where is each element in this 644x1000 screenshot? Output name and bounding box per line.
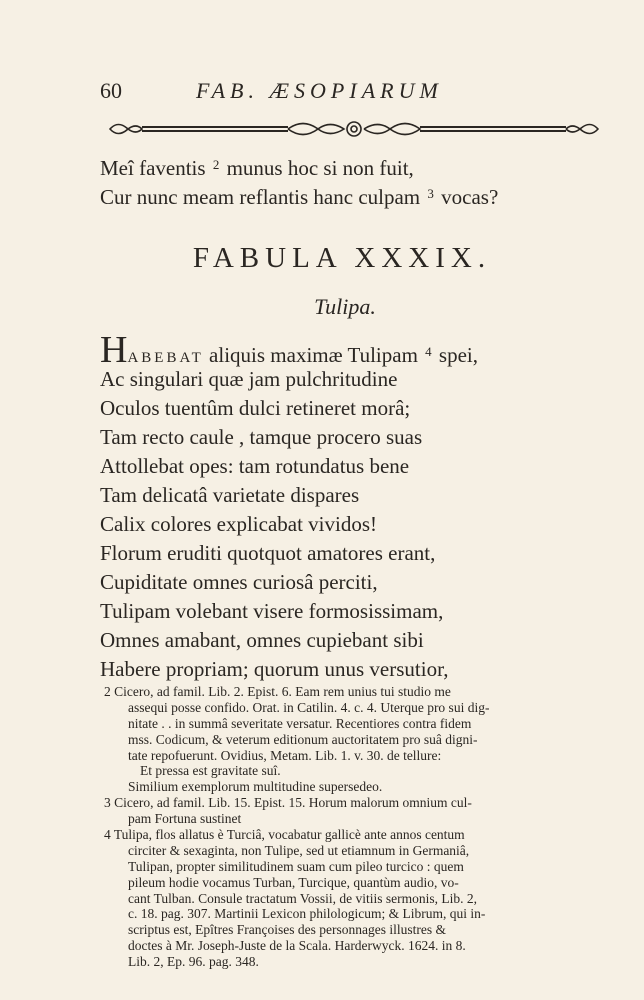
footnote-text: Cicero, ad famil. Lib. 2. Epist. 6. Eam rem unius tui studio me <box>114 684 451 699</box>
verse-line: Tam recto caule , tamque procero suas <box>100 425 423 449</box>
verse-text: vocas? <box>441 185 499 209</box>
footnote-label: 2 <box>104 684 111 699</box>
footnote-text: Tulipa, flos allatus è Turciâ, vocabatur gallicè ante annos centum <box>113 827 465 843</box>
verse-text: Cur nunc meam reflantis hanc culpam <box>100 185 421 209</box>
footnote-line <box>104 684 602 700</box>
footnote-line: cant Tulban. Consule tractatum Vossii, de vitiis sermonis, Lib. 2, <box>128 890 477 906</box>
footnote-line: c. 18. pag. 307. Martinii Lexicon philologicum; & Librum, qui in- <box>128 906 486 922</box>
fable-verse <box>100 329 478 684</box>
running-title: FAB. ÆSOPIARUM <box>196 78 443 103</box>
footnote-line: scriptus est, Epîtres Françoises des personnages illustres & <box>128 922 446 938</box>
verse-line <box>100 179 498 208</box>
footnote-line <box>104 827 602 843</box>
footnote-line: mss. Codicum, & veterum editionum auctoritatem pro suâ digni- <box>128 731 478 747</box>
verse-text: aliquis maximæ Tulipam <box>209 343 418 367</box>
footnote-line: tate repofuerunt. Ovidius, Metam. Lib. 1. v. 30. de tellure: <box>128 747 442 763</box>
footnote-line <box>104 795 602 811</box>
footnote-reference: 3 <box>427 186 434 201</box>
verse-line: Cupiditate omnes curiosâ perciti, <box>100 570 378 594</box>
footnote-line: Et pressa est gravitate suî. <box>140 763 281 779</box>
verse-line: Oculos tuentûm dulci retineret morâ; <box>100 396 411 420</box>
verse-line: Tulipam volebant visere formosissimam, <box>100 599 444 623</box>
footnote-line: Lib. 2, Ep. 96. pag. 348. <box>128 954 259 970</box>
footnote-line: doctes à Mr. Joseph-Juste de la Scala. Harderwyck. 1624. in 8. <box>128 938 466 954</box>
verse-text: Meî faventis <box>100 156 206 180</box>
running-head <box>100 78 512 108</box>
opening-verse <box>100 150 498 208</box>
footnote-line: Tulipan, propter similitudinem suam cum pileo turcico : quem <box>128 858 464 874</box>
verse-line: Florum eruditi quotquot amatores erant, <box>100 541 436 565</box>
footnote-text: Cicero, ad famil. Lib. 15. Epist. 15. Horum malorum omnium cul- <box>114 795 472 811</box>
drop-capital: H <box>100 329 128 371</box>
fable-heading: FABULA XXXIX. <box>192 242 492 274</box>
verse-line: Calix colores explicabat vividos! <box>100 512 378 536</box>
verse-line: Omnes amabant, omnes cupiebant sibi <box>100 628 424 652</box>
footnote-reference: 4 <box>425 344 432 359</box>
footnote-label: 4 <box>104 827 111 843</box>
verse-line <box>100 150 498 179</box>
verse-text: munus hoc si non fuit, <box>226 156 414 180</box>
footnote-label: 3 <box>104 795 111 811</box>
verse-text: spei, <box>438 343 478 367</box>
footnote-line: Similium exemplorum multitudine supersedeo. <box>128 779 383 795</box>
footnote-line: circiter & sexaginta, non Tulipe, sed ut etiamnum in Germaniâ, <box>128 842 470 858</box>
ornamental-rule-icon <box>108 116 600 142</box>
verse-line: Ac singulari quæ jam pulchritudine <box>100 367 398 391</box>
verse-line <box>100 329 478 371</box>
footnote-line: pam Fortuna sustinet <box>128 811 242 827</box>
footnote-line: nitate . . in summâ severitate versatur. Recentiores contra fidem <box>128 715 472 731</box>
footnote-line: pileum hodie vocamus Turban, Turcique, quantùm audio, vo- <box>128 874 459 890</box>
verse-line: Habere propriam; quorum unus versutior, <box>100 657 449 681</box>
footnotes <box>104 684 602 970</box>
footnote-line: assequi posse confido. Orat. in Catilin. 4. c. 4. Uterque pro sui dig- <box>128 699 490 715</box>
verse-line: Attollebat opes: tam rotundatus bene <box>100 454 410 478</box>
small-caps-word: ABEBAT <box>127 350 204 366</box>
footnote-reference: 2 <box>212 157 220 172</box>
page-number: 60 <box>100 78 122 103</box>
verse-line: Tam delicatâ varietate dispares <box>100 483 360 507</box>
fable-subtitle: Tulipa. <box>314 294 376 319</box>
